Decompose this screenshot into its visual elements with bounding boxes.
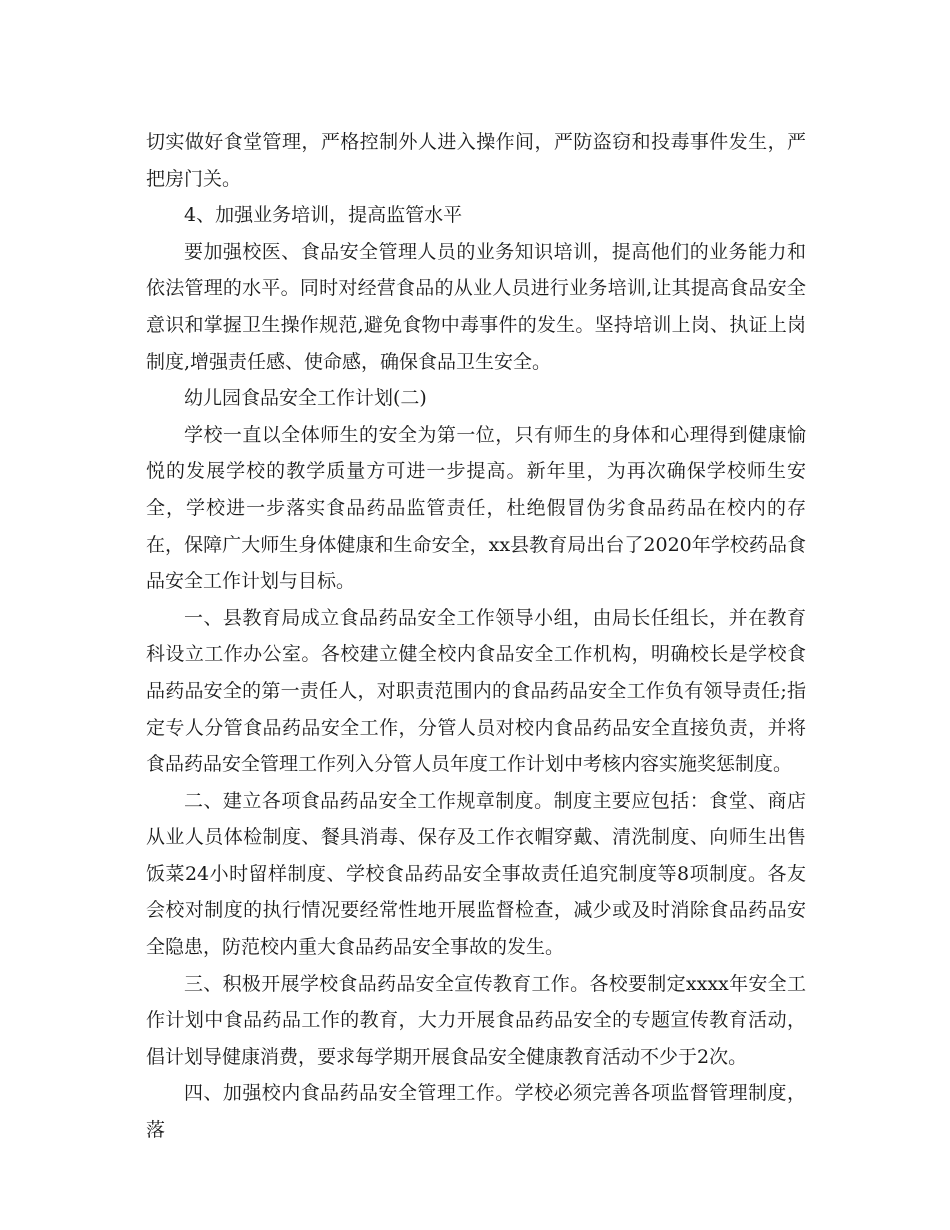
- paragraph-item-one: 一、县教育局成立食品药品安全工作领导小组，由局长任组长，并在教育科设立工作办公室。各校建立健全校内食品安全工作机构，明确校长是学校食品药品安全的第一责任人，对职责范围内的食品药品安全工作负有领导责任;指定专人分管食品药品安全工作，分管人员对校内食品药品安全直接负责，并将食品药品安全管理工作列入分管人员年度工作计划中考核内容实施奖惩制度。: [146, 606, 806, 776]
- heading-business-training: 4、加强业务培训，提高监管水平: [184, 204, 463, 227]
- paragraph-canteen-management: 切实做好食堂管理，严格控制外人进入操作间，严防盗窃和投毒事件发生，严把房门关。: [146, 131, 806, 190]
- paragraph-business-training: 要加强校医、食品安全管理人员的业务知识培训，提高他们的业务能力和依法管理的水平。同时对经营食品的从业人员进行业务培训,让其提高食品安全意识和掌握卫生操作规范,避免食物中毒事件的发生。坚持培训上岗、执证上岗制度,增强责任感、使命感，确保食品卫生安全。: [146, 240, 806, 373]
- paragraph-item-three: 三、积极开展学校食品药品安全宣传教育工作。各校要制定xxxx年安全工作计划中食品药品工作的教育，大力开展食品药品安全的专题宣传教育活动，倡计划导健康消费，要求每学期开展食品安全健康教育活动不少于2次。: [146, 972, 806, 1068]
- document-body: [146, 124, 806, 1149]
- paragraph-item-four: 四、加强校内食品药品安全管理工作。学校必须完善各项监督管理制度，落: [146, 1082, 806, 1142]
- section-title-plan-two: 幼儿园食品安全工作计划(二): [184, 387, 427, 410]
- paragraph-item-two: 二、建立各项食品药品安全工作规章制度。制度主要应包括：食堂、商店从业人员体检制度、餐具消毒、保存及工作衣帽穿戴、清洗制度、向师生出售饭菜24小时留样制度、学校食品药品安全事故责任追究制度等8项制度。各友会校对制度的执行情况要经常性地开展监督检查，减少或及时消除食品药品安全隐患，防范校内重大食品药品安全事故的发生。: [146, 789, 806, 959]
- paragraph-intro: 学校一直以全体师生的安全为第一位，只有师生的身体和心理得到健康愉悦的发展学校的教学质量方可进一步提高。新年里，为再次确保学校师生安全，学校进一步落实食品药品监管责任，杜绝假冒伪劣食品药品在校内的存在，保障广大师生身体健康和生命安全，xx县教育局出台了2020年学校药品食品安全工作计划与目标。: [146, 423, 806, 593]
